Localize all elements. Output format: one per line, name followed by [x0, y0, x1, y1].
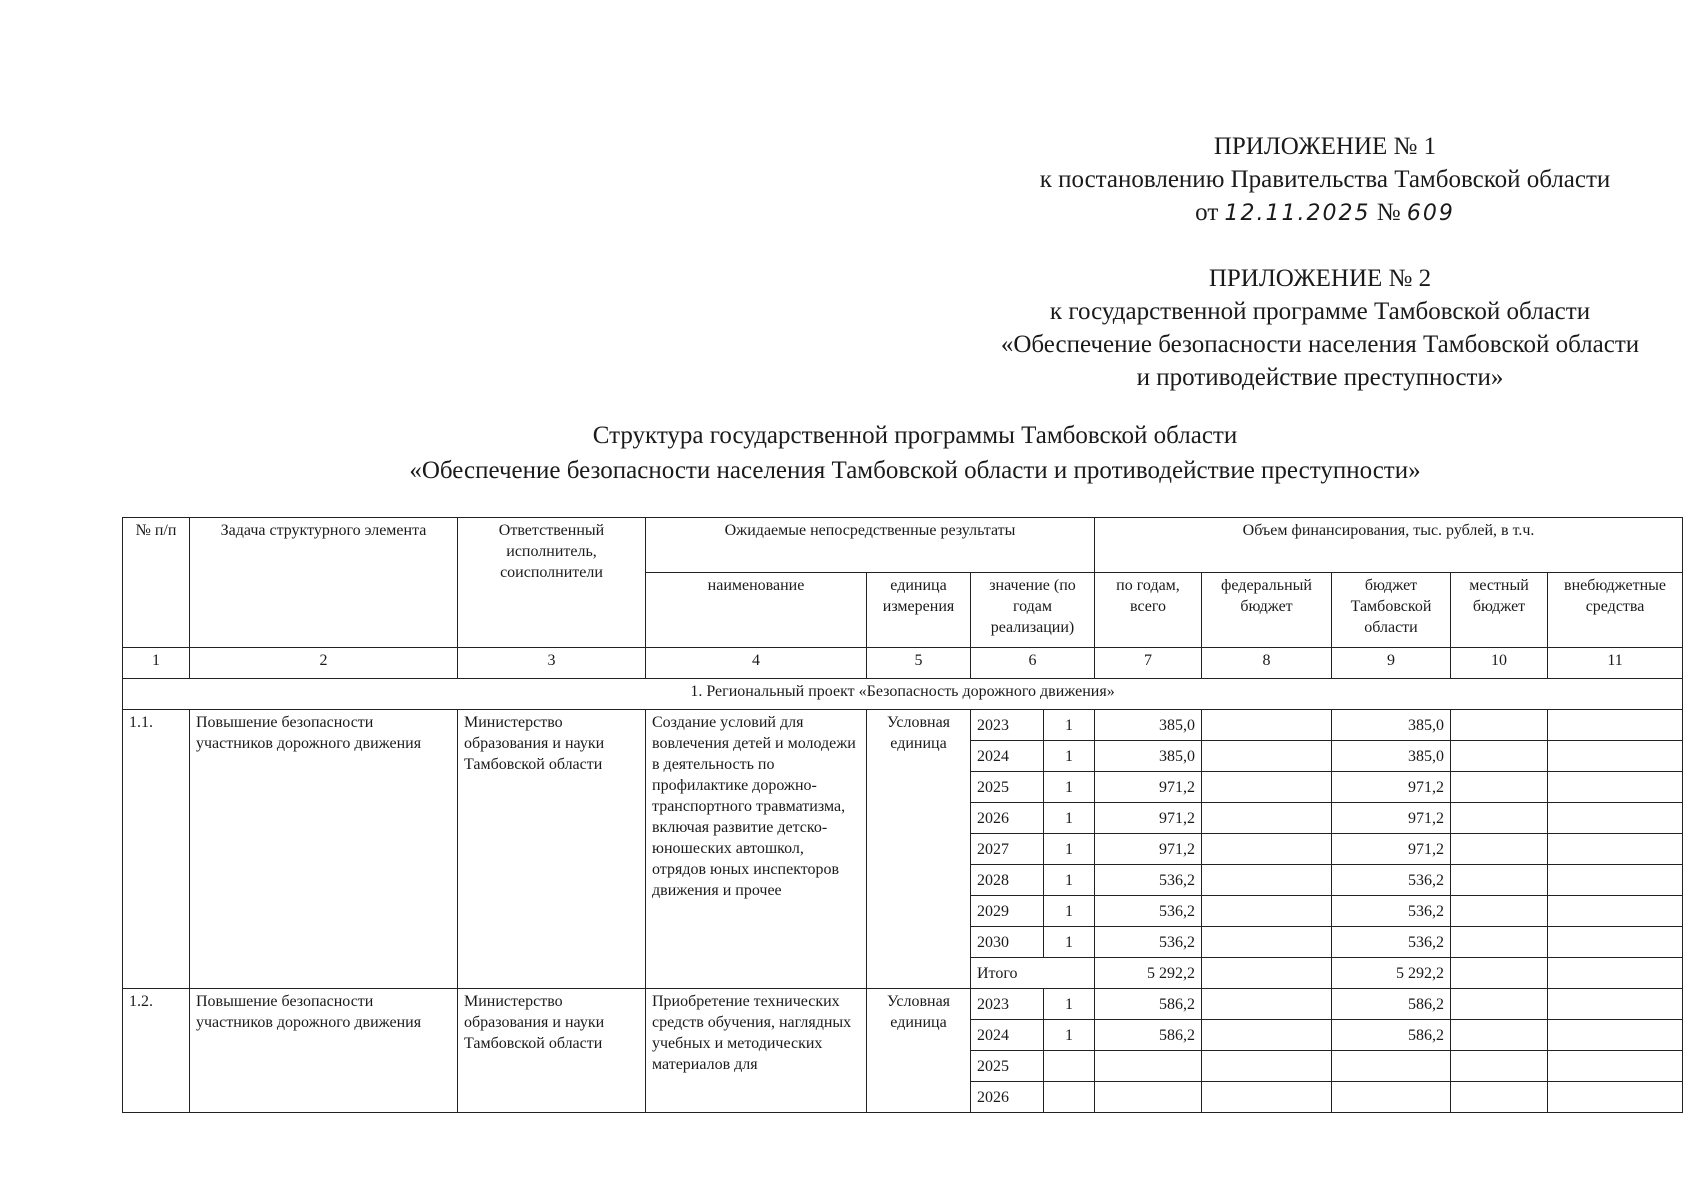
extra-cell: [1548, 834, 1683, 865]
total-cell: [1095, 1082, 1202, 1113]
header-fund-federal: федеральный бюджет: [1202, 573, 1332, 648]
federal-cell: [1202, 958, 1332, 989]
annex-2-line-2: «Обеспечение безопасности населения Тамбовской области: [1000, 331, 1640, 358]
local-cell: [1451, 1051, 1548, 1082]
document-title-line-1: Структура государственной программы Тамбовской области: [592, 422, 1238, 449]
header-fund-extra: внебюджетные средства: [1548, 573, 1683, 648]
federal-cell: [1202, 1082, 1332, 1113]
row-unit: Условная единица: [867, 710, 971, 989]
total-sum-cell: 5 292,2: [1095, 958, 1202, 989]
federal-cell: [1202, 1020, 1332, 1051]
local-cell: [1451, 1020, 1548, 1051]
year-cell: 2025: [971, 1051, 1044, 1082]
column-numbers-row: [123, 648, 1683, 679]
extra-cell: [1548, 989, 1683, 1020]
row-executor: Министерство образования и науки Тамбовской области: [458, 989, 646, 1113]
federal-cell: [1202, 865, 1332, 896]
section-row: [123, 679, 1683, 710]
federal-cell: [1202, 803, 1332, 834]
row-result: Создание условий для вовлечения детей и молодежи в деятельность по профилактике дорожно-транспортного травматизма, включая развитие детско-юношеских автошкол, отрядов юных инспекторов движения и прочее: [646, 710, 867, 989]
col-number: 7: [1095, 648, 1202, 679]
regional-cell: [1332, 1082, 1451, 1113]
header-executor: Ответственный исполнитель, соисполнители: [458, 518, 646, 648]
annex-1-block: [990, 130, 1660, 230]
value-cell: 1: [1044, 896, 1095, 927]
year-cell: 2023: [971, 710, 1044, 741]
annex-2-line-3: и противодействие преступности»: [1136, 364, 1504, 391]
annex-2-line-1: к государственной программе Тамбовской области: [1049, 298, 1591, 325]
extra-cell: [1548, 958, 1683, 989]
extra-cell: [1548, 803, 1683, 834]
extra-cell: [1548, 741, 1683, 772]
regional-cell: 385,0: [1332, 741, 1451, 772]
regional-cell: 586,2: [1332, 1020, 1451, 1051]
regional-cell: 536,2: [1332, 896, 1451, 927]
extra-cell: [1548, 1051, 1683, 1082]
col-number: 4: [646, 648, 867, 679]
header-fund-regional: бюджет Тамбовской области: [1332, 573, 1451, 648]
col-number: 10: [1451, 648, 1548, 679]
table-row: [123, 710, 1683, 741]
year-cell: 2023: [971, 989, 1044, 1020]
annex-1-date-line: [990, 196, 1660, 230]
value-cell: 1: [1044, 710, 1095, 741]
regional-cell: 971,2: [1332, 772, 1451, 803]
value-cell: 1: [1044, 989, 1095, 1020]
col-number: 9: [1332, 648, 1451, 679]
local-cell: [1451, 865, 1548, 896]
local-cell: [1451, 1082, 1548, 1113]
value-cell: 1: [1044, 741, 1095, 772]
local-cell: [1451, 834, 1548, 865]
annex-1-line: к постановлению Правительства Тамбовской области: [1039, 166, 1611, 193]
regional-cell: 971,2: [1332, 834, 1451, 865]
value-cell: 1: [1044, 834, 1095, 865]
regional-cell: 536,2: [1332, 927, 1451, 958]
regional-total-cell: 5 292,2: [1332, 958, 1451, 989]
handwritten-date: 12.11.2025: [1224, 201, 1371, 226]
total-cell: 385,0: [1095, 741, 1202, 772]
row-unit: Условная единица: [867, 989, 971, 1113]
federal-cell: [1202, 710, 1332, 741]
total-cell: 971,2: [1095, 803, 1202, 834]
year-cell: 2030: [971, 927, 1044, 958]
header-result-unit: единица измерения: [867, 573, 971, 648]
col-number: 1: [123, 648, 190, 679]
year-cell: 2025: [971, 772, 1044, 803]
year-cell: 2024: [971, 741, 1044, 772]
total-cell: 586,2: [1095, 1020, 1202, 1051]
row-task: Повышение безопасности участников дорожного движения: [190, 710, 458, 989]
annex-2-title: ПРИЛОЖЕНИЕ № 2: [1208, 265, 1432, 292]
year-cell: 2024: [971, 1020, 1044, 1051]
regional-cell: 536,2: [1332, 865, 1451, 896]
regional-cell: 586,2: [1332, 989, 1451, 1020]
table-row: [123, 989, 1683, 1020]
row-task: Повышение безопасности участников дорожного движения: [190, 989, 458, 1113]
date-prefix: от: [1195, 199, 1219, 226]
year-cell: 2027: [971, 834, 1044, 865]
total-cell: 536,2: [1095, 865, 1202, 896]
col-number: 6: [971, 648, 1095, 679]
header-fund-total: по годам, всего: [1095, 573, 1202, 648]
header-no: № п/п: [123, 518, 190, 648]
extra-cell: [1548, 865, 1683, 896]
total-cell: 971,2: [1095, 772, 1202, 803]
total-cell: 971,2: [1095, 834, 1202, 865]
extra-cell: [1548, 1020, 1683, 1051]
header-result-name: наименование: [646, 573, 867, 648]
federal-cell: [1202, 834, 1332, 865]
section-title: 1. Региональный проект «Безопасность дорожного движения»: [123, 679, 1683, 710]
header-funding: Объем финансирования, тыс. рублей, в т.ч.: [1095, 518, 1683, 573]
local-cell: [1451, 896, 1548, 927]
local-cell: [1451, 710, 1548, 741]
year-cell: 2026: [971, 1082, 1044, 1113]
extra-cell: [1548, 772, 1683, 803]
document-title-line-2: «Обеспечение безопасности населения Тамбовской области и противодействие преступности»: [409, 457, 1421, 484]
regional-cell: 971,2: [1332, 803, 1451, 834]
local-cell: [1451, 989, 1548, 1020]
row-result: Приобретение технических средств обучения, наглядных учебных и методических материалов для: [646, 989, 867, 1113]
number-prefix: №: [1376, 199, 1401, 226]
regional-cell: 385,0: [1332, 710, 1451, 741]
federal-cell: [1202, 741, 1332, 772]
value-cell: 1: [1044, 865, 1095, 896]
total-cell: 536,2: [1095, 896, 1202, 927]
col-number: 3: [458, 648, 646, 679]
federal-cell: [1202, 772, 1332, 803]
col-number: 5: [867, 648, 971, 679]
value-cell: 1: [1044, 772, 1095, 803]
year-cell: 2026: [971, 803, 1044, 834]
federal-cell: [1202, 989, 1332, 1020]
total-cell: 536,2: [1095, 927, 1202, 958]
local-cell: [1451, 772, 1548, 803]
structure-table: [122, 517, 1683, 1113]
total-label: Итого: [971, 958, 1095, 989]
col-number: 2: [190, 648, 458, 679]
year-cell: 2028: [971, 865, 1044, 896]
document-title: [240, 418, 1590, 488]
total-cell: 586,2: [1095, 989, 1202, 1020]
value-cell: 1: [1044, 927, 1095, 958]
federal-cell: [1202, 1051, 1332, 1082]
row-executor: Министерство образования и науки Тамбовской области: [458, 710, 646, 989]
header-fund-local: местный бюджет: [1451, 573, 1548, 648]
local-cell: [1451, 958, 1548, 989]
year-cell: 2029: [971, 896, 1044, 927]
annex-2-block: [950, 262, 1690, 394]
local-cell: [1451, 927, 1548, 958]
value-cell: [1044, 1051, 1095, 1082]
handwritten-number: 609: [1406, 201, 1455, 226]
extra-cell: [1548, 927, 1683, 958]
header-results: Ожидаемые непосредственные результаты: [646, 518, 1095, 573]
value-cell: [1044, 1082, 1095, 1113]
header-result-value: значение (по годам реализации): [971, 573, 1095, 648]
regional-cell: [1332, 1051, 1451, 1082]
federal-cell: [1202, 896, 1332, 927]
header-task: Задача структурного элемента: [190, 518, 458, 648]
value-cell: 1: [1044, 1020, 1095, 1051]
extra-cell: [1548, 1082, 1683, 1113]
extra-cell: [1548, 896, 1683, 927]
total-cell: [1095, 1051, 1202, 1082]
total-cell: 385,0: [1095, 710, 1202, 741]
annex-1-title: ПРИЛОЖЕНИЕ № 1: [1213, 133, 1437, 160]
local-cell: [1451, 741, 1548, 772]
row-number: 1.1.: [123, 710, 190, 989]
value-cell: 1: [1044, 803, 1095, 834]
extra-cell: [1548, 710, 1683, 741]
col-number: 8: [1202, 648, 1332, 679]
local-cell: [1451, 803, 1548, 834]
row-number: 1.2.: [123, 989, 190, 1113]
col-number: 11: [1548, 648, 1683, 679]
federal-cell: [1202, 927, 1332, 958]
